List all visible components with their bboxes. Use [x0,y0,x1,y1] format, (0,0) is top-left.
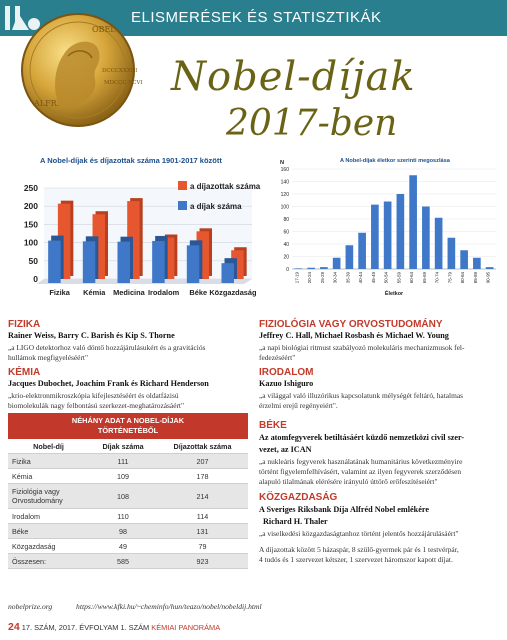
laureates-note [259,545,503,565]
age-bar [358,233,366,269]
age-distribution-chart [270,155,502,297]
magazine-name: KÉMIAI PANORÁMA [151,623,221,632]
x-category-label: 55-59 [396,272,402,284]
chart-title: A Nobel-díjak életkor szerinti megoszlása [340,158,450,164]
source-links [8,602,262,611]
chemistry-citation-line-1: „krio-elektronmikroszkópia kifejlesztéséért és oldatfázisú [8,391,179,400]
peace-citation-line-1: „a nukleáris fegyverek használatának humanitárius következményire [259,457,463,466]
medal-inscription-left: ALFR. [34,99,60,108]
table-row [8,469,248,484]
economics-prize-name: A Sveriges Riksbank Díja Alfréd Nobel emlékére [259,505,429,514]
y-tick-label: 0 [33,274,38,284]
legend-swatch [178,201,187,210]
x-category-label: 20-24 [307,272,313,284]
economics-heading: KÖZGAZDASÁG [259,492,338,503]
age-bar [435,218,443,269]
table-row [8,454,248,469]
row-label-line-2: Orvostudomány [12,496,63,505]
issue-info: 17. SZÁM, 2017. ÉVFOLYAM 1. SZÁM [21,623,150,632]
peace-citation [259,457,503,487]
legend-label: a díjak száma [190,202,242,211]
row-label: Irodalom [8,509,89,524]
nobel-stats-table [8,413,248,569]
medal-roman-2: MDCCC XCVI [104,80,143,86]
page-footer [8,621,220,633]
table-caption-line-2: TÖRTÉNETÉBŐL [97,426,159,435]
row-awards: 49 [89,539,157,554]
row-laureates: 923 [157,554,248,569]
y-tick-label: 0 [286,267,289,273]
row-awards: 585 [89,554,157,569]
row-label: Közgazdaság [8,539,89,554]
literature-citation-line-1: „a világgal való illuzórikus kapcsolatunk mélységét feltáró, hatalmas [259,391,463,400]
x-category-label: 17-19 [294,272,300,284]
physics-laureates: Rainer Weiss, Barry C. Barish és Kip S. Thorne [8,331,175,340]
age-bar [422,207,430,270]
x-category-label: Medicina [113,288,145,297]
age-bar [486,267,494,269]
medicine-citation-line-1: „a napi biológiai ritmust szabályozó molekuláris mechanizmusok fel- [259,343,465,352]
table-row [8,484,248,509]
row-label-line-1: Fiziológia vagy [12,487,60,496]
chart-floor [36,279,252,284]
laureates-note-line-2: 4 tudós és 1 szervezet kétszer, 1 szervezet háromszor kapott díjat. [259,555,453,564]
economics-citation: „a viselkedési közgazdaságtanhoz történt jelentős hozzájárulásáért" [259,529,459,538]
bar-awards [83,241,95,283]
y-tick-label: 50 [28,255,38,266]
row-laureates: 207 [157,454,248,469]
x-category-label: 40-44 [358,272,364,284]
x-category-label: 25-29 [319,272,325,284]
peace-laureate [259,432,464,456]
row-awards: 111 [89,454,157,469]
economics-laureate-name: Richard H. Thaler [263,517,328,526]
legend-label: a díjazottak száma [190,182,261,191]
physics-citation [8,343,253,363]
row-laureates: 79 [157,539,248,554]
x-category-label: 65-69 [421,272,427,284]
source-link-nobelprize[interactable]: nobelprize.org [8,602,53,611]
age-bar [460,250,468,269]
y-tick-label: 20 [283,254,289,261]
table-caption [8,413,248,439]
bar-awards [117,242,129,283]
literature-citation [259,391,503,411]
table-header-row [8,439,248,454]
table-row [8,524,248,539]
row-laureates: 214 [157,484,248,509]
x-category-label: Béke [189,288,208,297]
y-axis-label: N [280,160,285,166]
legend-swatch [178,181,187,190]
medal-inscription-top: OBEL [92,25,116,34]
age-bar [448,238,456,269]
age-bar [307,268,315,269]
physics-citation-line-2: hullámok megfigyeléséért" [8,353,88,362]
x-category-label: Közgazdaság [209,288,257,297]
x-axis-label: Életkor [384,291,404,297]
y-tick-label: 100 [280,204,289,211]
peace-citation-line-3: alapuló tilalmának elérésére irányuló úttörő erőfeszítéseiért" [259,477,438,486]
y-tick-label: 60 [283,229,289,236]
peace-citation-line-2: történt figyelemfelhívásért, valamint az ilyen fegyverek szerződésen [259,467,462,476]
row-laureates: 131 [157,524,248,539]
page-subtitle: 2017-ben [226,103,398,144]
table-row [8,509,248,524]
x-category-label: Kémia [83,288,106,297]
y-tick-label: 140 [280,179,289,186]
row-awards: 108 [89,484,157,509]
x-category-label: 75-79 [447,272,453,284]
awards-bar-chart [10,155,262,305]
y-tick-label: 200 [23,201,38,212]
medal-roman-1: DCCCXXXIII [102,68,138,74]
page-title: Nobel-díjak [171,54,416,100]
row-awards: 98 [89,524,157,539]
row-awards: 109 [89,469,157,484]
age-bar [295,268,303,269]
x-category-label: 90-95 [485,272,491,284]
x-category-label: 30-34 [332,272,338,284]
nobel-medal-icon [10,10,158,130]
bar-awards [48,241,60,283]
x-category-label: 70-74 [434,272,440,284]
y-tick-label: 40 [283,242,289,248]
peace-laureate-line-2: vezet, az ICAN [259,445,312,454]
table-caption-line-1: NÉHÁNY ADAT A NOBEL-DÍJAK [71,416,185,425]
x-category-label: 80-84 [460,272,466,284]
physics-citation-line-1: „a LIGO detektorhoz való döntő hozzájárulásukért és a gravitációs [8,343,206,352]
y-tick-label: 100 [23,237,38,248]
literature-citation-line-2: érzelmi erejű regényeiért". [259,401,338,410]
age-bar [473,258,481,269]
physics-heading: FIZIKA [8,319,41,330]
y-tick-label: 250 [23,183,38,193]
row-laureates: 114 [157,509,248,524]
chemistry-citation-line-2: biomolekulák nagy felbontású szerkezet-meghatározásáért" [8,401,185,410]
bar-awards [187,245,199,283]
x-category-label: Fizika [49,288,70,297]
x-category-label: 60-64 [409,272,415,284]
chart-title: A Nobel-díjak és díjazottak száma 1901-2017 között [40,156,222,165]
bar-awards [152,241,164,283]
age-bar [371,205,379,269]
peace-laureate-line-1: Az atomfegyverek betiltásáért küzdő nemzetközi civil szer- [259,433,465,442]
source-link-kfki[interactable]: https://www.kfki.hu/~cheminfo/hun/teazo/nobel/nobeldij.html [76,602,262,611]
chemistry-citation [8,391,253,411]
y-tick-label: 120 [280,192,289,198]
age-bar [397,194,405,269]
economics-laureate [259,504,429,528]
age-bar [409,175,417,269]
bar-awards [221,263,233,283]
row-label: Béke [8,524,89,539]
x-category-label: 35-39 [345,272,351,284]
row-awards: 110 [89,509,157,524]
medicine-citation-line-2: fedezéséért" [259,353,296,362]
medicine-citation [259,343,503,363]
age-bar [346,245,354,269]
category-heading: ELISMERÉSEK ÉS STATISZTIKÁK [131,9,382,26]
table-header: Díjak száma [89,439,157,454]
row-label: Fizika [8,454,89,469]
age-bar [384,202,392,270]
row-label [8,484,89,509]
laureates-note-line-1: A díjazottak között 5 házaspár, 8 szülő-gyermek pár és 1 testvérpár, [259,545,459,554]
table-header: Díjazottak száma [157,439,248,454]
table-row [8,554,248,569]
literature-heading: IRODALOM [259,367,314,378]
age-bar [333,258,341,269]
peace-heading: BÉKE [259,420,287,431]
chemistry-heading: KÉMIA [8,367,41,378]
medicine-laureates: Jeffrey C. Hall, Michael Rosbash és Michael W. Young [259,331,449,340]
y-tick-label: 150 [23,219,38,230]
chemistry-laureates: Jacques Dubochet, Joachim Frank és Richard Henderson [8,379,209,388]
x-category-label: Irodalom [147,288,180,297]
row-label: Összesen: [8,554,89,569]
x-category-label: 50-54 [383,272,389,284]
medicine-heading: FIZIOLÓGIA VAGY ORVOSTUDOMÁNY [259,319,443,330]
table-header: Nobel-díj [8,439,89,454]
y-tick-label: 160 [280,167,289,173]
page-number: 24 [8,621,20,633]
row-label: Kémia [8,469,89,484]
y-tick-label: 80 [283,217,289,223]
age-bar [320,267,328,269]
literature-laureate: Kazuo Ishiguro [259,379,314,388]
row-laureates: 178 [157,469,248,484]
x-category-label: 85-89 [472,272,478,284]
table-row [8,539,248,554]
x-category-label: 45-49 [370,272,376,284]
